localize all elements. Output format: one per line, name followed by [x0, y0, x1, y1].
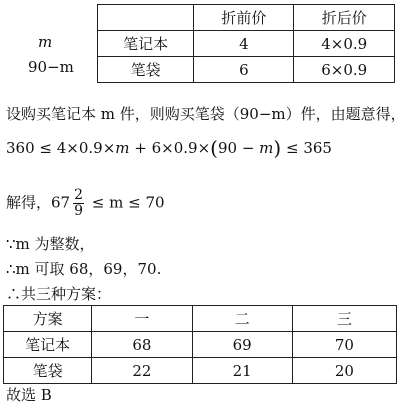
table-row: 笔袋 22 21 20 — [4, 358, 397, 384]
var-90-m-label: 90−m — [28, 58, 74, 76]
notebook-after: 4×0.9 — [294, 31, 395, 57]
setup-line: 设购买笔记本 m 件，则购买笔袋（90−m）件，由题意得， — [6, 105, 406, 123]
solution-range-line: 解得，67 $\frac{2}{9}$ ≤ m ≤ 70 — [6, 187, 165, 219]
item-pencil-case: 笔袋 — [98, 57, 194, 83]
notebook-before: 4 — [194, 31, 294, 57]
var-m-label: m — [38, 33, 53, 51]
plan-header: 方案 — [4, 306, 92, 332]
pencil-case-after: 6×0.9 — [294, 57, 395, 83]
pencil-case-before: 6 — [194, 57, 294, 83]
plan-table — [3, 305, 397, 384]
fraction: $\frac{2}{9}$ — [74, 187, 84, 219]
plans-line: ∴共三种方案： — [6, 285, 112, 303]
plan-header: 一 — [92, 306, 192, 332]
header-after-price: 折后价 — [294, 5, 395, 31]
integer-line: ∵m 为整数， — [6, 235, 95, 253]
table-row: 笔记本 68 69 70 — [4, 332, 397, 358]
values-line: ∴m 可取 68，69，70. — [6, 260, 162, 278]
answer-line: 故选 B — [6, 386, 52, 404]
inequality-line: 360 ≤ 4×0.9×m + 6×0.9×(90 − m) ≤ 365 — [6, 136, 332, 160]
item-notebook: 笔记本 — [98, 31, 194, 57]
plan-header: 三 — [292, 306, 396, 332]
plan-header: 二 — [192, 306, 292, 332]
header-before-price: 折前价 — [194, 5, 294, 31]
